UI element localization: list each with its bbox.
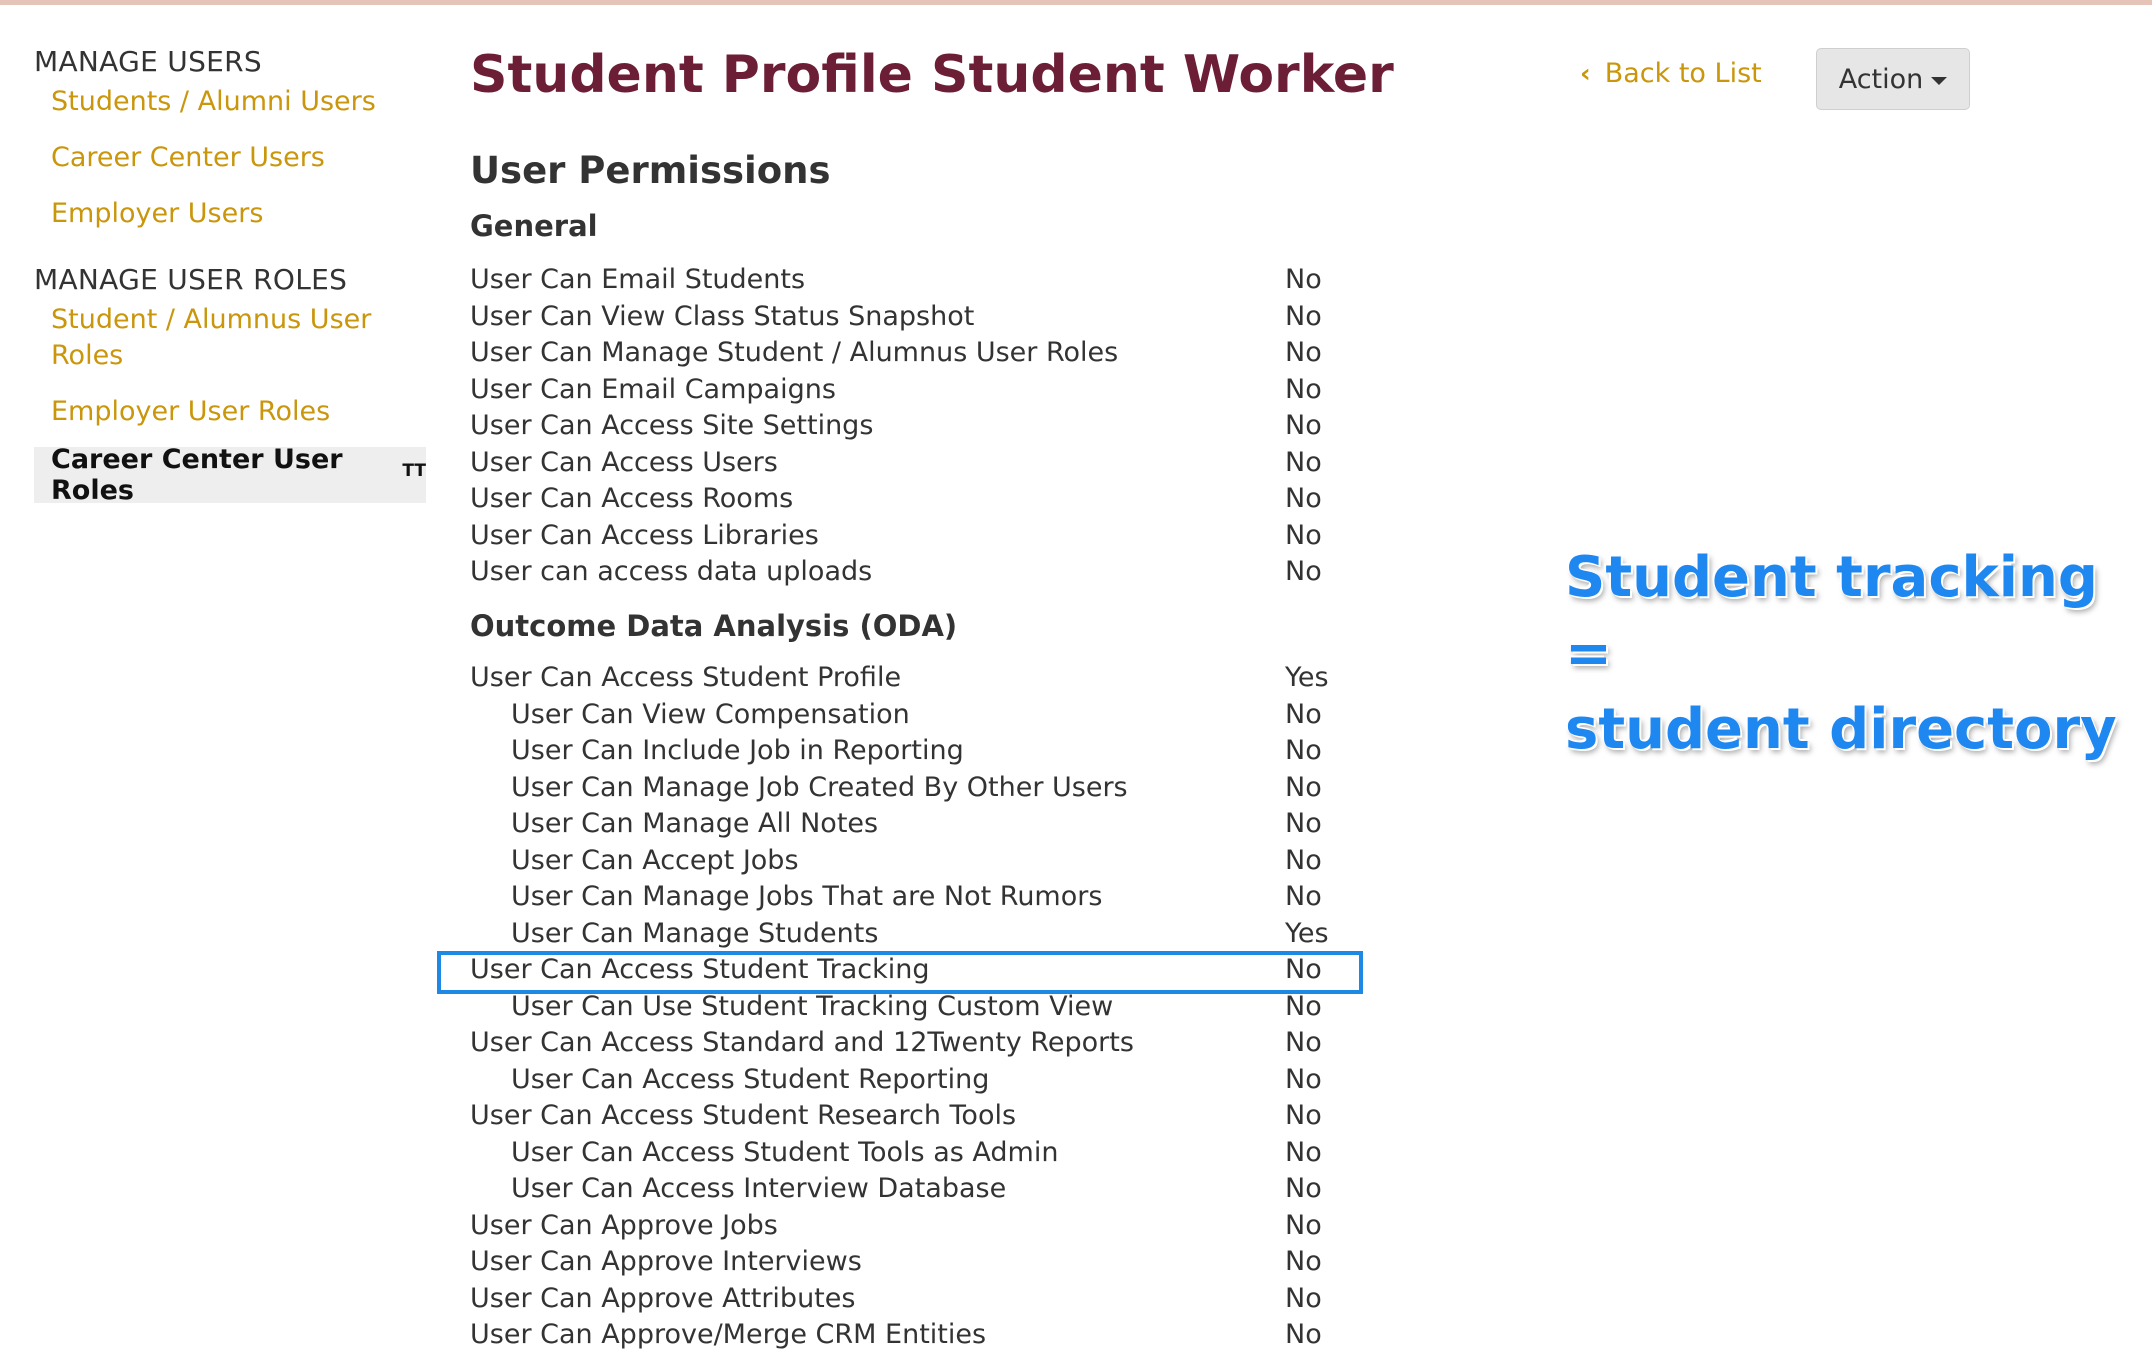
permission-value: No (1285, 1100, 1322, 1131)
permission-row (470, 1171, 1350, 1207)
permission-label: User Can Manage Jobs That are Not Rumors (511, 881, 1103, 912)
permission-row (470, 733, 1350, 769)
manage-user-roles-heading: MANAGE USER ROLES (34, 263, 348, 296)
permission-value: No (1285, 337, 1322, 368)
permission-value: No (1285, 1209, 1322, 1241)
permission-row (470, 554, 1350, 590)
permission-value: No (1285, 300, 1322, 332)
permission-row (470, 262, 1350, 298)
permission-row (470, 1244, 1350, 1280)
permission-label: User Can Approve Interviews (470, 1246, 862, 1277)
sidebar-active-label: Career Center User Roles (51, 444, 343, 506)
permission-label: User Can Include Job in Reporting (511, 735, 964, 766)
page-title: Student Profile Student Worker (470, 45, 1394, 105)
permission-value: No (1285, 373, 1322, 405)
permission-label: User Can Access Student Profile (470, 662, 902, 693)
permission-label: User Can Access Student Reporting (511, 1063, 990, 1095)
permission-label: User Can Manage Student / Alumnus User Roles (470, 337, 1119, 368)
permission-label: User Can Access Interview Database (511, 1173, 1007, 1204)
permission-value: No (1285, 881, 1322, 912)
permission-value: No (1285, 1063, 1322, 1095)
permission-value: No (1285, 808, 1322, 839)
permission-row (470, 445, 1350, 481)
permission-value: No (1285, 1246, 1322, 1277)
permission-label: User Can Manage Students (511, 917, 879, 949)
permission-value: No (1285, 771, 1322, 803)
permission-row (470, 1317, 1350, 1353)
permission-value: Yes (1285, 662, 1329, 693)
user-permissions-heading: User Permissions (470, 149, 831, 192)
permission-value: Yes (1285, 917, 1329, 949)
permission-row (470, 770, 1350, 806)
permission-value: No (1285, 1027, 1322, 1058)
permission-row (470, 806, 1350, 842)
permission-value: No (1285, 556, 1322, 587)
sidebar-link-students-alumni-users[interactable]: Students / Alumni Users (51, 86, 376, 117)
permission-value: No (1285, 1173, 1322, 1204)
permission-row (470, 843, 1350, 879)
permission-row (470, 916, 1350, 952)
permission-value: No (1285, 1319, 1322, 1350)
permission-value: No (1285, 990, 1322, 1022)
oda-heading: Outcome Data Analysis (ODA) (470, 609, 958, 643)
permission-value: No (1285, 410, 1322, 441)
chevron-left-icon: ‹ (1580, 59, 1591, 89)
permission-value: No (1285, 844, 1322, 876)
permission-row (470, 335, 1350, 371)
permission-label: User Can Access Rooms (470, 483, 794, 514)
sidebar-item-career-center-user-roles-active[interactable] (34, 444, 426, 506)
permission-label: User Can View Compensation (511, 698, 910, 730)
manage-users-heading: MANAGE USERS (34, 45, 262, 78)
permission-row (470, 1025, 1350, 1061)
permission-label: User Can Access Libraries (470, 519, 819, 551)
permission-row (470, 1135, 1350, 1171)
permission-value: No (1285, 735, 1322, 766)
permission-label: User Can Email Campaigns (470, 373, 836, 405)
permission-row (470, 697, 1350, 733)
permission-row (470, 408, 1350, 444)
permission-value: No (1285, 446, 1322, 478)
caret-down-icon (1931, 77, 1947, 85)
permission-label: User Can Access Student Tools as Admin (511, 1136, 1059, 1168)
permission-row (470, 1281, 1350, 1317)
action-dropdown-button[interactable] (1816, 48, 1970, 110)
annotation-line-1: Student tracking = (1565, 545, 2098, 686)
permission-row (470, 372, 1350, 408)
permission-value: No (1285, 519, 1322, 551)
permission-value: No (1285, 264, 1322, 295)
permission-row (470, 879, 1350, 915)
permission-value: No (1285, 1136, 1322, 1168)
permission-value: No (1285, 698, 1322, 730)
permission-label: User Can Access Student Tracking (470, 954, 930, 985)
back-to-list-link[interactable] (1580, 56, 1762, 92)
permission-label: User Can Use Student Tracking Custom View (511, 990, 1114, 1022)
permission-label: User Can Access Users (470, 446, 778, 478)
permission-label: User Can Access Site Settings (470, 410, 874, 441)
permission-label: User Can Manage Job Created By Other Users (511, 771, 1128, 803)
annotation-text (1565, 540, 2125, 768)
highlight-box-student-tracking (437, 951, 1363, 994)
permission-value: No (1285, 1282, 1322, 1314)
permission-row (470, 1098, 1350, 1134)
permission-label: User Can Approve Attributes (470, 1282, 856, 1314)
permission-row (470, 1062, 1350, 1098)
annotation-line-2: student directory (1565, 697, 2117, 762)
sidebar-link-student-alumnus-user-roles[interactable]: Student / Alumnus User (51, 304, 372, 335)
permission-label: User Can Accept Jobs (511, 844, 799, 876)
permission-label: User Can Approve/Merge CRM Entities (470, 1319, 987, 1350)
sidebar-link-employer-user-roles[interactable]: Employer User Roles (51, 396, 331, 427)
back-to-list-label: Back to List (1604, 58, 1762, 89)
sidebar-link-student-alumnus-user-roles-cont[interactable]: Roles (51, 340, 124, 371)
sidebar-link-career-center-users[interactable]: Career Center Users (51, 142, 325, 173)
general-heading: General (470, 209, 598, 243)
permission-label: User Can Manage All Notes (511, 808, 879, 839)
permission-label: User Can Access Standard and 12Twenty Reports (470, 1027, 1134, 1058)
permission-row (470, 299, 1350, 335)
permission-row (470, 518, 1350, 554)
permission-row (470, 1208, 1350, 1244)
sidebar-active-sup: TT (402, 461, 426, 481)
permission-label: User Can Access Student Research Tools (470, 1100, 1017, 1131)
top-border (0, 0, 2152, 5)
action-label: Action (1838, 63, 1924, 95)
permission-label: User Can Approve Jobs (470, 1209, 778, 1241)
permission-row (470, 660, 1350, 696)
permission-label: User can access data uploads (470, 556, 873, 587)
permission-value: No (1285, 954, 1322, 985)
permission-row (470, 481, 1350, 517)
permission-label: User Can View Class Status Snapshot (470, 300, 975, 332)
permission-label: User Can Email Students (470, 264, 806, 295)
permission-value: No (1285, 483, 1322, 514)
sidebar-link-employer-users[interactable]: Employer Users (51, 198, 264, 229)
